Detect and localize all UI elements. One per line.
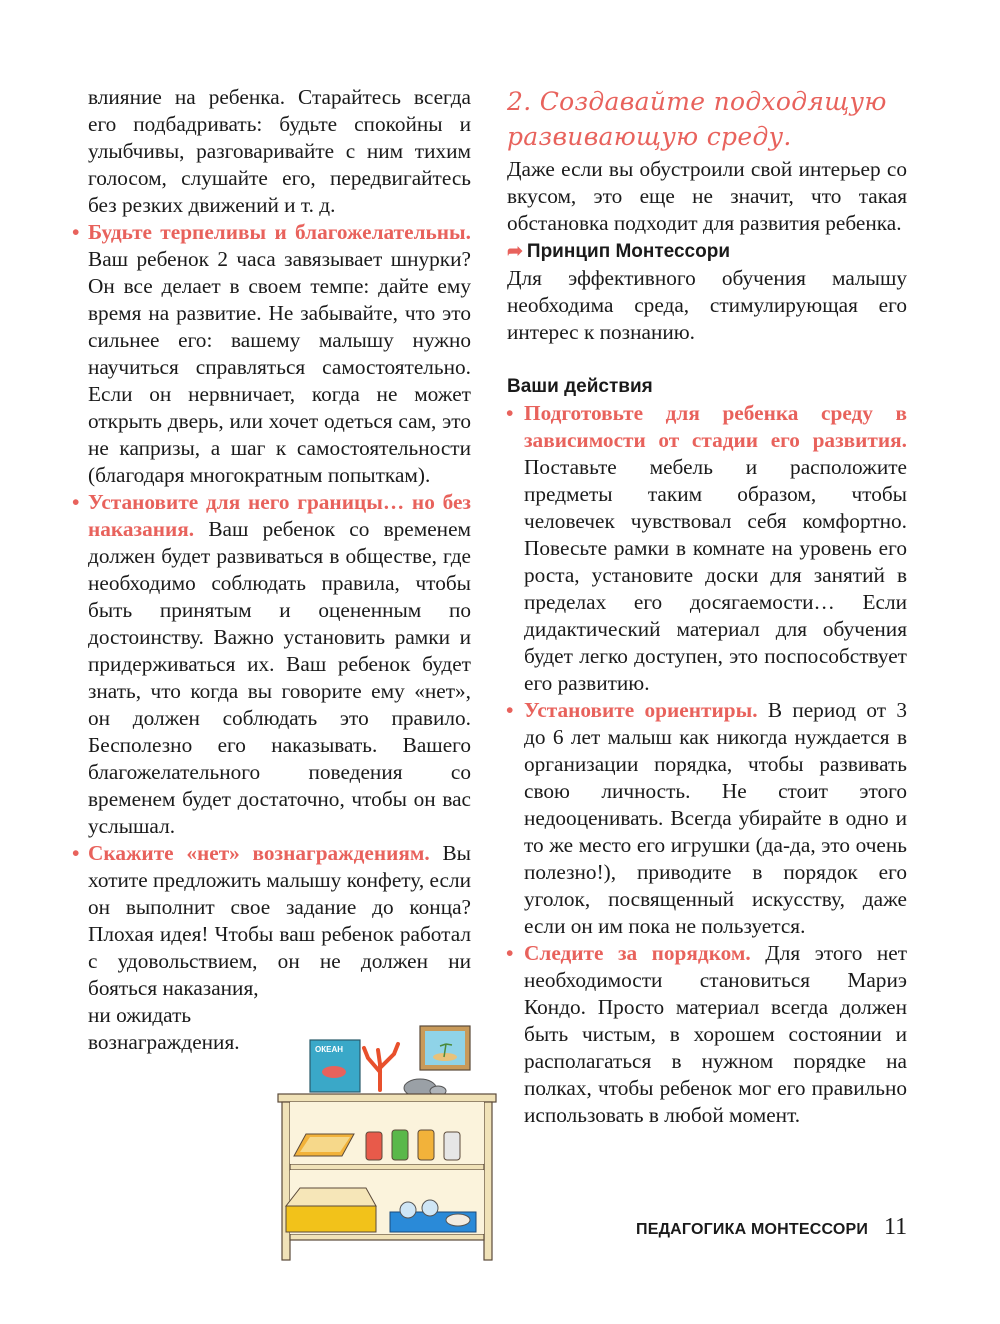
bullet-text: Ваш ребенок со временем должен будет развиваться в обществе, где необходимо соблюдать правила, чтобы быть принятым и оцененным по достоинству. Важно установить рамки и придерживаться их. Ваш ребенок будет знать, что когда вы говорите ему «нет», он должен соблюдать это правило. Бесполезно его наказывать. Вашего благожелательного поведения со временем будет достаточно, чтобы он вас услышал. xyxy=(88,517,471,838)
bullet-highlight: Скажите «нет» вознаграждениям. xyxy=(88,841,430,865)
right-intro-paragraph: Даже если вы обустроили свой интерьер со вкусом, это еще не значит, что такая обстановка подходит для развития ребенка. xyxy=(507,157,907,235)
shelf xyxy=(278,1094,496,1260)
left-intro-paragraph: влияние на ребенка. Старайтесь всегда его подбадривать: будьте спокойны и улыбчивы, разговаривайте с ним тихим голосом, слушайте его, передвигайтесь без резких движений и т. д. xyxy=(88,85,471,217)
bullet-order xyxy=(507,940,907,1129)
bullet-rewards xyxy=(72,840,471,1002)
island-picture xyxy=(420,1026,470,1070)
bullet-rewards-tail: ни ожидать вознаграждения. xyxy=(88,1003,240,1054)
bullet-highlight: Установите ориентиры. xyxy=(524,698,758,722)
bullet-highlight: Будьте терпеливы и благожелательны. xyxy=(88,220,471,244)
left-column xyxy=(72,84,471,1056)
coral xyxy=(364,1044,398,1090)
bullet-highlight: Следите за порядком. xyxy=(524,941,751,965)
page-number: 11 xyxy=(884,1214,908,1240)
bullet-text: В период от 3 до 6 лет малыш как никогда нуждается в организации порядка, чтобы развивать свою личность. Не стоит этого недооценивать. Всегда убирайте в одно и то же место его игрушки (да-да, это очень полезно!), приводите в порядок его уголок, посвященный искусству, даже если он им пока не пользуется. xyxy=(524,698,907,938)
bullet-dot: • xyxy=(72,490,80,514)
ocean-book xyxy=(310,1040,360,1092)
bullet-dot: • xyxy=(506,941,514,965)
book-label: ОКЕАН xyxy=(315,1045,343,1054)
bullet-dot: • xyxy=(72,220,80,244)
bullet-text: Поставьте мебель и расположите предметы таким образом, чтобы человечек чувствовал себя комфортно. Повесьте рамки в комнате на уровень его роста, установите доски для занятий в пределах его досягаемости… Если дидактический материал для обучения будет легко доступен, это поспособствует его развитию. xyxy=(524,455,907,695)
bullet-dot: • xyxy=(506,401,514,425)
principle-text: Для эффективного обучения малышу необходима среда, стимулирующая его интерес к познанию. xyxy=(507,266,907,344)
arrow-icon: ➦ xyxy=(507,241,523,262)
bullet-highlight: Подготовьте для ребенка среду в зависимости от стадии его развития. xyxy=(524,401,907,452)
actions-heading: Ваши действия xyxy=(507,376,653,397)
principle-label: ➦ Принцип Монтессори xyxy=(507,241,731,262)
bullet-dot: • xyxy=(72,841,80,865)
bullet-environment xyxy=(507,400,907,697)
section-heading: 2. Создавайте подходящую развивающую среду. xyxy=(507,87,887,151)
bullet-patience xyxy=(72,219,471,489)
bullet-text: Для этого нет необходимости становиться Мариэ Кондо. Просто материал всегда должен быть чистым, в хорошем состоянии и располагаться в нужном порядке на полках, чтобы ребенок мог его правильно использовать в любой момент. xyxy=(524,941,908,1127)
right-column xyxy=(507,84,907,1129)
bullet-dot: • xyxy=(506,698,514,722)
bullet-text: Ваш ребенок 2 часа завязывает шнурки? Он все делает в своем темпе: дайте ему время на развитие. Не забывайте, что это сильнее его: вашему малышу нужно научиться справляться самостоятельно. Если он нервничает, когда не может открыть дверь, или хочет одеться сам, это не капризы, а шаг к самостоятельности (благодаря многократным попыткам). xyxy=(88,247,471,487)
bullet-text: Вы хотите предложить малышу конфету, если он выполнит свое задание до конца? Плохая идея! Чтобы ваш ребенок работал с удовольствием, он не должен ни бояться наказания, xyxy=(88,841,471,1000)
running-footer-title: ПЕДАГОГИКА МОНТЕССОРИ xyxy=(636,1221,869,1238)
bullet-boundaries xyxy=(72,489,471,840)
shell-box xyxy=(286,1188,376,1232)
bullet-highlight: Установите для него границы… но без наказания. xyxy=(88,490,471,541)
bullet-landmarks xyxy=(507,697,907,940)
shelf-illustration xyxy=(272,1024,512,1264)
